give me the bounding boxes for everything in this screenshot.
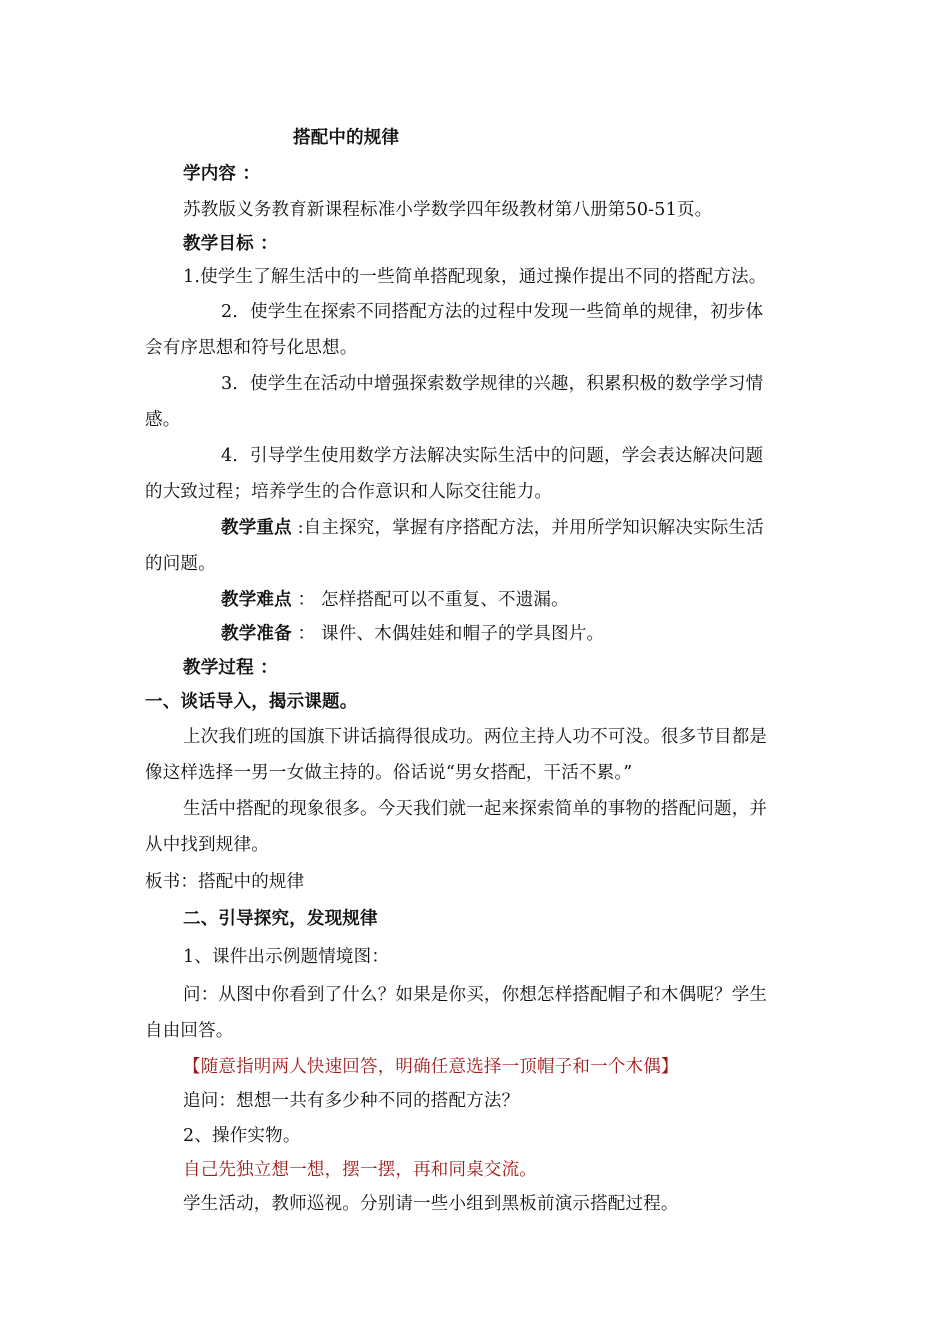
preparation-text: ： 课件、木偶娃娃和帽子的学具图片。 [291,624,605,644]
key-points [221,516,764,540]
section-2-heading: 二、引导探究，发现规律 [183,909,378,929]
goal-3-line-2: 感。 [145,410,181,430]
preparation [221,622,604,646]
content-text: 苏教版义务教育新课程标准小学数学四年级教材第八册第50-51页。 [183,200,713,220]
section-1-para-2-line-2: 从中找到规律。 [145,835,269,855]
goal-3-line-1: 3．使学生在活动中增强探索数学规律的兴趣，积累积极的数学学习情 [221,374,764,394]
goal-2-line-2: 会有序思想和符号化思想。 [145,338,358,358]
difficulty [221,588,569,612]
section-2-activity: 学生活动，教师巡视。分别请一些小组到黑板前演示搭配过程。 [183,1194,679,1214]
section-2-followup: 追问：想想一共有多少种不同的搭配方法？ [183,1091,520,1111]
preparation-label: 教学准备 [221,624,292,644]
process-label: 教学过程 ： [183,658,278,678]
goal-4-line-1: 4．引导学生使用数学方法解决实际生活中的问题，学会表达解决问题 [221,446,764,466]
section-2-note-2: 自己先独立想一想，摆一摆，再和同桌交流。 [183,1160,537,1180]
section-2-question-line-2: 自由回答。 [145,1021,234,1041]
goal-1: 1.使学生了解生活中的一些简单搭配现象，通过操作提出不同的搭配方法。 [183,267,767,287]
section-2-item-2: 2、操作实物。 [183,1126,301,1146]
content-label: 学内容 ： [183,164,261,184]
goal-2-line-1: 2．使学生在探索不同搭配方法的过程中发现一些简单的规律，初步体 [221,302,764,322]
section-1-para-1-line-1: 上次我们班的国旗下讲话搞得很成功。两位主持人功不可没。很多节目都是 [183,727,768,747]
section-2-note-1: 【随意指明两人快速回答，明确任意选择一顶帽子和一个木偶】 [183,1057,679,1077]
document-title: 搭配中的规律 [293,128,400,148]
goals-label: 教学目标 ： [183,234,278,254]
board-writing: 板书：搭配中的规律 [145,872,305,892]
difficulty-label: 教学难点 [221,590,292,610]
section-1-para-1-line-2: 像这样选择一男一女做主持的。俗话说“男女搭配，干活不累。” [145,763,633,783]
goal-4-line-2: 的大致过程；培养学生的合作意识和人际交往能力。 [145,482,553,502]
section-1-heading: 一、谈话导入，揭示课题。 [145,692,358,712]
section-2-item-1: 1、课件出示例题情境图： [183,947,390,967]
key-points-line-2: 的问题。 [145,554,216,574]
key-points-text: :自主探究，掌握有序搭配方法，并用所学知识解决实际生活 [291,518,764,538]
section-1-para-2-line-1: 生活中搭配的现象很多。今天我们就一起来探索简单的事物的搭配问题，并 [183,799,768,819]
section-2-question-line-1: 问：从图中你看到了什么？如果是你买，你想怎样搭配帽子和木偶呢？学生 [183,985,768,1005]
difficulty-text: ： 怎样搭配可以不重复、不遗漏。 [291,590,569,610]
key-points-label: 教学重点 [221,518,292,538]
